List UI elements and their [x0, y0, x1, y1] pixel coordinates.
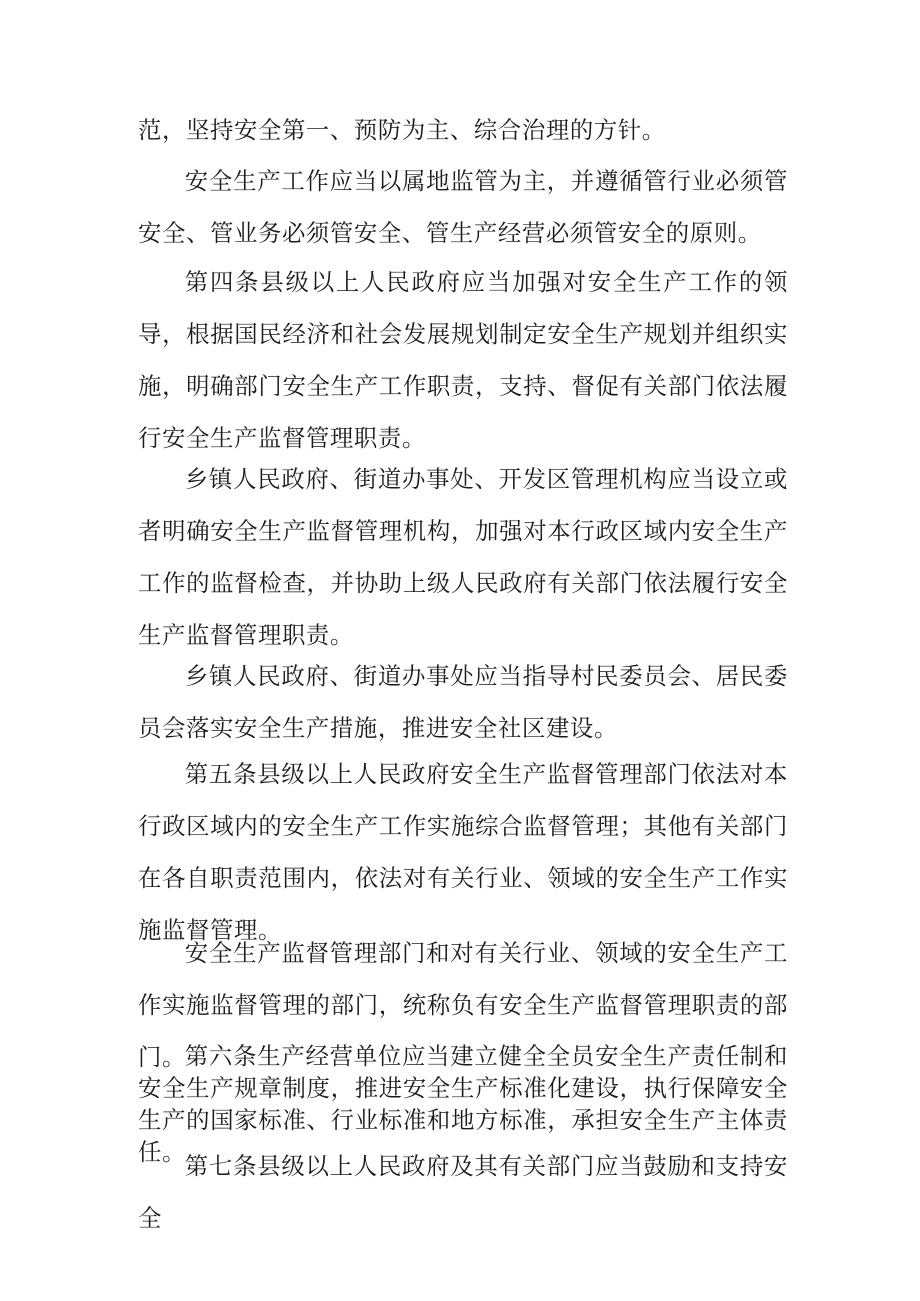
paragraph-community: 乡镇人民政府、街道办事处应当指导村民委员会、居民委员会落实安全生产措施，推进安全社区建设。 [138, 662, 788, 742]
paragraph-continuation: 范，坚持安全第一、预防为主、综合治理的方针。 [138, 116, 666, 144]
paragraph-township-agencies: 乡镇人民政府、街道办事处、开发区管理机构应当设立或者明确安全生产监督管理机构，加强对本行政区域内安全生产工作的监督检查，并协助上级人民政府有关部门依法履行安全生产监督管理职责。 [138, 465, 788, 649]
paragraph-article-7: 第七条县级以上人民政府及其有关部门应当鼓励和支持安全 [138, 1152, 788, 1232]
paragraph-article-6: 第六条生产经营单位应当建立健全全员安全生产责任制和安全生产规章制度，推进安全生产标准化建设，执行保障安全生产的国家标准、行业标准和地方标准，承担安全生产主体责任。 [138, 1042, 788, 1166]
paragraph-article-4: 第四条县级以上人民政府应当加强对安全生产工作的领导，根据国民经济和社会发展规划制定安全生产规划并组织实施，明确部门安全生产工作职责，支持、督促有关部门依法履行安全生产监督管理职责。 [138, 268, 788, 452]
paragraph-principle: 安全生产工作应当以属地监管为主，并遵循管行业必须管安全、管业务必须管安全、管生产经营必须管安全的原则。 [138, 167, 788, 247]
paragraph-responsible-departments: 安全生产监督管理部门和对有关行业、领域的安全生产工作实施监督管理的部门，统称负有安全生产监督管理职责的部门。 [138, 939, 788, 1071]
paragraph-article-5: 第五条县级以上人民政府安全生产监督管理部门依法对本行政区域内的安全生产工作实施综合监督管理；其他有关部门在各自职责范围内，依法对有关行业、领域的安全生产工作实施监督管理。 [138, 760, 788, 944]
